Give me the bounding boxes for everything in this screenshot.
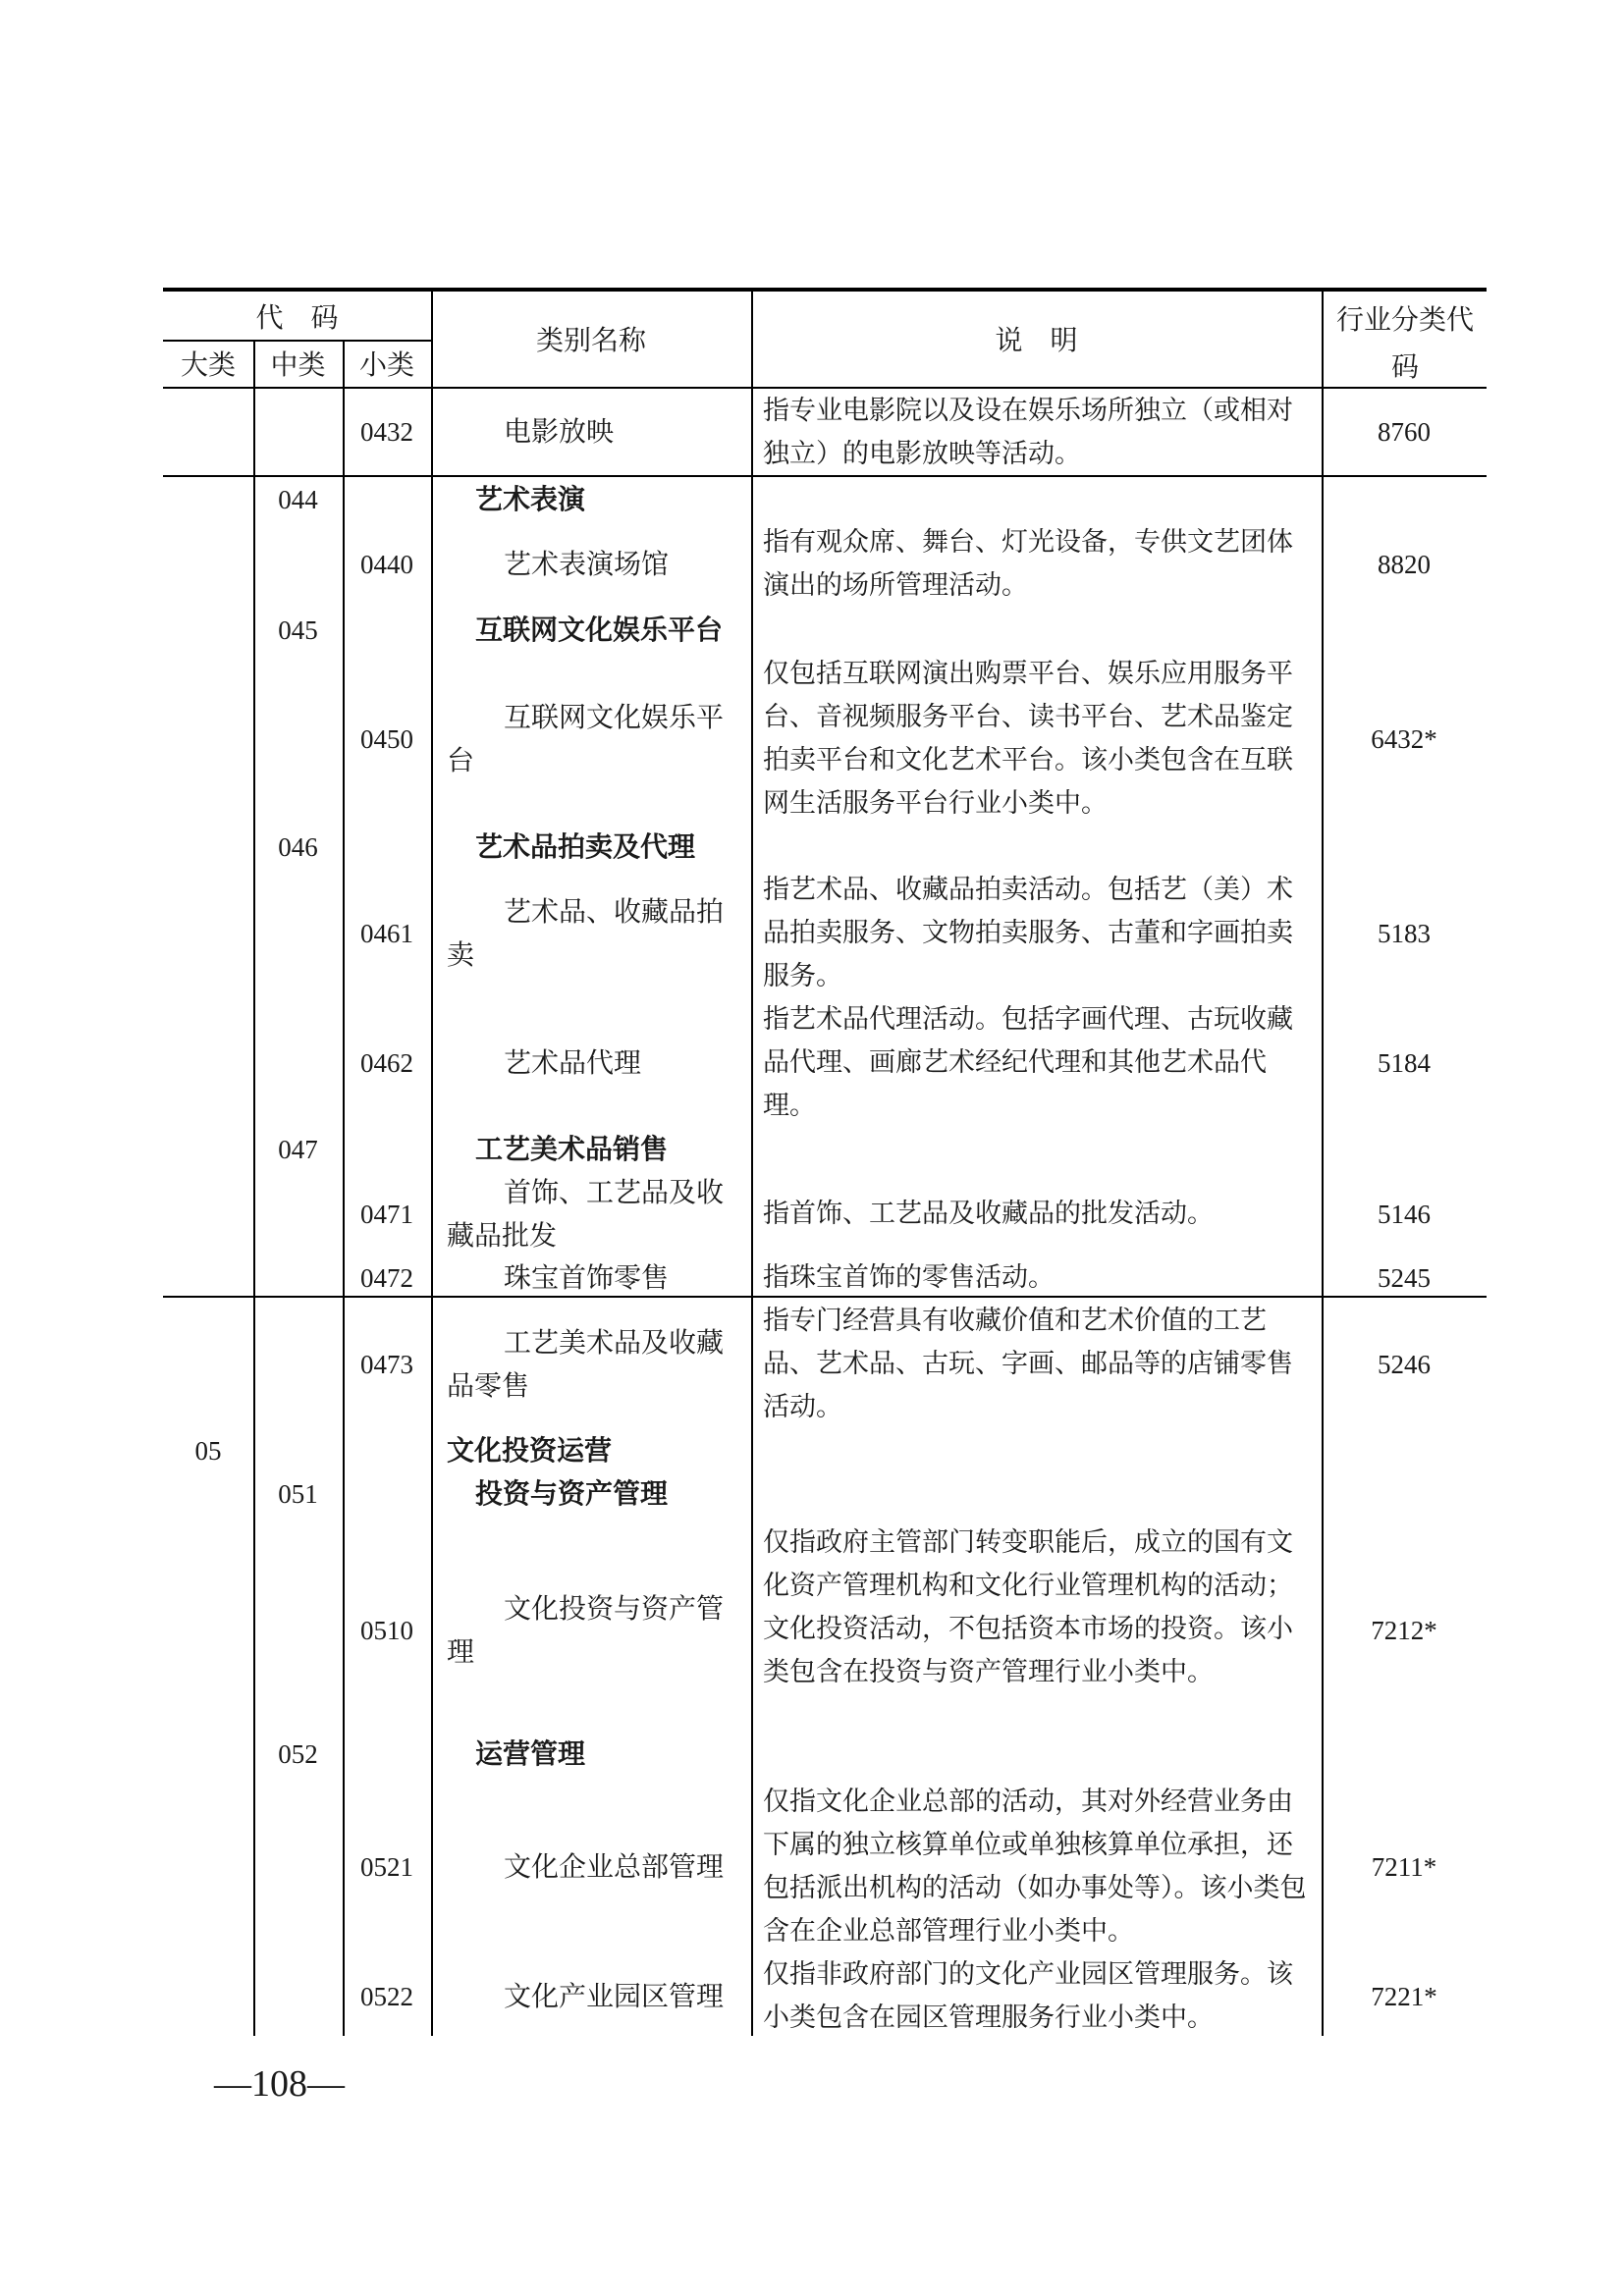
group-045-name: 互联网文化娱乐平台 — [475, 614, 724, 646]
header-industry-code: 行业分类代码 — [1335, 303, 1474, 383]
col-rule-minor — [431, 288, 433, 2036]
group-047-name: 工艺美术品销售 — [475, 1133, 669, 1165]
row-0473-code: 5246 — [1378, 1350, 1431, 1379]
table-top-rule — [163, 288, 1487, 292]
row-0461-desc: 指艺术品、收藏品拍卖活动。包括艺（美）术品拍卖服务、文物拍卖服务、古董和字画拍卖服务。 — [763, 875, 1293, 991]
row-0521-minor: 0521 — [360, 1852, 413, 1882]
row-0472-desc: 指珠宝首饰的零售活动。 — [763, 1262, 1055, 1293]
row-0461-name: 艺术品、收藏品拍卖 — [447, 895, 725, 971]
row-0510-code: 7212* — [1371, 1616, 1437, 1645]
group-05-name: 文化投资运营 — [447, 1434, 613, 1467]
group-051-name: 投资与资产管理 — [475, 1477, 669, 1510]
row-0471-name: 首饰、工艺品及收藏品批发 — [447, 1176, 725, 1252]
header-code: 代 码 — [255, 301, 339, 334]
row-0472-code: 5245 — [1378, 1263, 1431, 1293]
group-045-middle: 045 — [278, 615, 318, 645]
row-0462-minor: 0462 — [360, 1048, 413, 1078]
row-0432-name: 电影放映 — [504, 415, 615, 448]
group-044-name: 艺术表演 — [475, 483, 586, 515]
row-0432-minor: 0432 — [360, 417, 413, 447]
header-middle: 中类 — [270, 348, 326, 381]
group-047-middle: 047 — [278, 1135, 318, 1164]
group-046-middle: 046 — [278, 832, 318, 862]
row-0450-code: 6432* — [1371, 724, 1437, 754]
row-0510-desc: 仅指政府主管部门转变职能后，成立的国有文化资产管理机构和文化行业管理机构的活动；文化投资活动，不包括资本市场的投资。该小类包含在投资与资产管理行业小类中。 — [763, 1527, 1293, 1687]
row-0522-name: 文化产业园区管理 — [504, 1980, 725, 2012]
row-0440-code: 8820 — [1378, 550, 1431, 579]
row-0462-code: 5184 — [1378, 1048, 1431, 1078]
group-051-middle: 051 — [278, 1479, 318, 1509]
row-0440-name: 艺术表演场馆 — [504, 548, 670, 580]
group-05-major: 05 — [194, 1436, 222, 1466]
col-rule-name — [751, 288, 753, 2036]
row-0462-name: 艺术品代理 — [504, 1046, 642, 1079]
row-0473-desc: 指专门经营具有收藏价值和艺术价值的工艺品、艺术品、古玩、字画、邮品等的店铺零售活动。 — [763, 1306, 1293, 1422]
row-0440-desc: 指有观众席、舞台、灯光设备，专供文艺团体演出的场所管理活动。 — [763, 527, 1293, 601]
row-0432-code: 8760 — [1378, 417, 1431, 447]
row-0522-code: 7221* — [1371, 1982, 1437, 2011]
group-046-name: 艺术品拍卖及代理 — [475, 830, 696, 863]
row-0471-code: 5146 — [1378, 1200, 1431, 1229]
row-0521-desc: 仅指文化企业总部的活动，其对外经营业务由下属的独立核算单位或单独核算单位承担，还包括派出机构的活动（如办事处等）。该小类包含在企业总部管理行业小类中。 — [763, 1787, 1307, 1947]
row-0450-name: 互联网文化娱乐平台 — [447, 701, 725, 776]
row-0471-desc: 指首饰、工艺品及收藏品的批发活动。 — [763, 1199, 1214, 1229]
page-number: —108— — [214, 2063, 345, 2105]
group-052-name: 运营管理 — [475, 1737, 586, 1770]
header-name: 类别名称 — [535, 324, 646, 356]
row-0450-minor: 0450 — [360, 724, 413, 754]
row-0522-desc: 仅指非政府部门的文化产业园区管理服务。该小类包含在园区管理服务行业小类中。 — [763, 1959, 1293, 2033]
header-desc: 说 明 — [995, 324, 1078, 356]
row-0472-minor: 0472 — [360, 1263, 413, 1293]
row-0521-code: 7211* — [1371, 1852, 1437, 1882]
row-0461-minor: 0461 — [360, 919, 413, 948]
group-044-middle: 044 — [278, 485, 318, 514]
header-bottom-rule — [163, 387, 1487, 389]
row-0521-name: 文化企业总部管理 — [504, 1850, 725, 1883]
header-major: 大类 — [180, 348, 236, 381]
group-052-middle: 052 — [278, 1739, 318, 1769]
col-rule-middle — [343, 340, 345, 2036]
row-0462-desc: 指艺术品代理活动。包括字画代理、古玩收藏品代理、画廊艺术经纪代理和其他艺术品代理。 — [763, 1004, 1293, 1121]
row-0450-desc: 仅包括互联网演出购票平台、娱乐应用服务平台、音视频服务平台、读书平台、艺术品鉴定拍卖平台和文化艺术平台。该小类包含在互联网生活服务平台行业小类中。 — [763, 659, 1293, 819]
row-0471-minor: 0471 — [360, 1200, 413, 1229]
row-0510-name: 文化投资与资产管理 — [447, 1592, 725, 1668]
row-0432-desc: 指专业电影院以及设在娱乐场所独立（或相对独立）的电影放映等活动。 — [763, 396, 1293, 469]
row-0473-name: 工艺美术品及收藏品零售 — [447, 1326, 725, 1402]
row-0473-minor: 0473 — [360, 1350, 413, 1379]
row-0510-minor: 0510 — [360, 1616, 413, 1645]
header-minor: 小类 — [358, 348, 414, 381]
row-0522-minor: 0522 — [360, 1982, 413, 2011]
header-code-rule — [163, 340, 431, 342]
col-rule-major — [253, 340, 255, 2036]
row-0472-name: 珠宝首饰零售 — [504, 1261, 670, 1294]
row-0440-minor: 0440 — [360, 550, 413, 579]
row-0461-code: 5183 — [1378, 919, 1431, 948]
